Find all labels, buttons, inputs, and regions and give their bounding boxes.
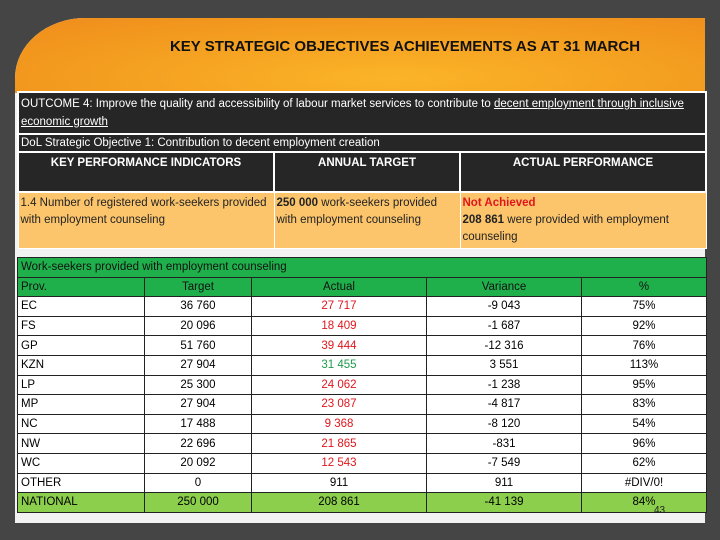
- cell-variance: -8 120: [427, 414, 582, 434]
- cell-prov: EC: [18, 297, 145, 317]
- cell-variance: -7 549: [427, 453, 582, 473]
- cell-target: 36 760: [145, 297, 252, 317]
- total-variance: -41 139: [427, 493, 582, 513]
- cell-prov: MP: [18, 395, 145, 415]
- cell-percent: 92%: [582, 316, 707, 336]
- kpi-table: [17, 91, 707, 249]
- province-table-title: Work-seekers provided with employment counseling: [18, 258, 707, 278]
- table-row: [18, 434, 707, 454]
- col-actual: Actual: [252, 277, 427, 297]
- col-percent: %: [582, 277, 707, 297]
- cell-actual: 24 062: [252, 375, 427, 395]
- kpi-target-text: work-seekers provided with employment counseling: [276, 197, 437, 226]
- cell-target: 20 092: [145, 453, 252, 473]
- header-actual-performance: ACTUAL PERFORMANCE: [460, 152, 706, 192]
- outcome-cell: [18, 92, 706, 134]
- cell-percent: 75%: [582, 297, 707, 317]
- kpi-status: Not Achieved: [462, 197, 536, 209]
- cell-variance: 911: [427, 473, 582, 493]
- kpi-indicator: 1.4 Number of registered work-seekers provided with employment counseling: [18, 192, 274, 249]
- cell-percent: 113%: [582, 355, 707, 375]
- total-label: NATIONAL: [18, 493, 145, 513]
- page-number: 43: [654, 505, 666, 516]
- cell-actual: 911: [252, 473, 427, 493]
- table-row: [18, 395, 707, 415]
- cell-prov: OTHER: [18, 473, 145, 493]
- outcome-underlined: decent employment through inclusive economic growth: [21, 98, 684, 128]
- kpi-actual: [460, 192, 706, 249]
- table-row: [18, 453, 707, 473]
- cell-prov: FS: [18, 316, 145, 336]
- total-percent: 84%: [582, 493, 707, 513]
- cell-percent: 54%: [582, 414, 707, 434]
- slide-title: KEY STRATEGIC OBJECTIVES ACHIEVEMENTS AS AT 31 MARCH: [169, 38, 641, 55]
- cell-target: 17 488: [145, 414, 252, 434]
- province-table: [17, 257, 707, 513]
- cell-variance: -4 817: [427, 395, 582, 415]
- cell-target: 0: [145, 473, 252, 493]
- title-banner: [15, 18, 705, 93]
- cell-percent: 95%: [582, 375, 707, 395]
- cell-variance: -9 043: [427, 297, 582, 317]
- cell-actual: 23 087: [252, 395, 427, 415]
- kpi-actual-value: 208 861: [462, 214, 505, 226]
- table-row: [18, 297, 707, 317]
- table-row: [18, 375, 707, 395]
- cell-variance: -12 316: [427, 336, 582, 356]
- cell-target: 22 696: [145, 434, 252, 454]
- cell-prov: KZN: [18, 355, 145, 375]
- cell-actual: 31 455: [252, 355, 427, 375]
- cell-actual: 21 865: [252, 434, 427, 454]
- cell-percent: #DIV/0!: [582, 473, 707, 493]
- cell-percent: 76%: [582, 336, 707, 356]
- cell-actual: 18 409: [252, 316, 427, 336]
- total-actual: 208 861: [252, 493, 427, 513]
- table-row: [18, 473, 707, 493]
- cell-target: 27 904: [145, 395, 252, 415]
- col-variance: Variance: [427, 277, 582, 297]
- cell-target: 51 760: [145, 336, 252, 356]
- header-kpi: KEY PERFORMANCE INDICATORS: [18, 152, 274, 192]
- cell-actual: 9 368: [252, 414, 427, 434]
- cell-target: 27 904: [145, 355, 252, 375]
- cell-percent: 83%: [582, 395, 707, 415]
- cell-variance: 3 551: [427, 355, 582, 375]
- col-target: Target: [145, 277, 252, 297]
- table-row: [18, 316, 707, 336]
- cell-actual: 27 717: [252, 297, 427, 317]
- kpi-target: [274, 192, 460, 249]
- cell-prov: NW: [18, 434, 145, 454]
- kpi-target-value: 250 000: [276, 197, 319, 209]
- cell-variance: -1 687: [427, 316, 582, 336]
- cell-prov: NC: [18, 414, 145, 434]
- cell-prov: GP: [18, 336, 145, 356]
- total-target: 250 000: [145, 493, 252, 513]
- table-row: [18, 336, 707, 356]
- cell-percent: 96%: [582, 434, 707, 454]
- table-row: [18, 355, 707, 375]
- cell-actual: 39 444: [252, 336, 427, 356]
- cell-actual: 12 543: [252, 453, 427, 473]
- cell-target: 20 096: [145, 316, 252, 336]
- objective-cell: DoL Strategic Objective 1: Contribution to decent employment creation: [18, 134, 706, 152]
- cell-variance: -831: [427, 434, 582, 454]
- header-annual-target: ANNUAL TARGET: [274, 152, 460, 192]
- cell-percent: 62%: [582, 453, 707, 473]
- cell-prov: WC: [18, 453, 145, 473]
- cell-variance: -1 238: [427, 375, 582, 395]
- kpi-actual-text: were provided with employment counseling: [462, 214, 669, 243]
- cell-target: 25 300: [145, 375, 252, 395]
- cell-prov: LP: [18, 375, 145, 395]
- table-row: [18, 414, 707, 434]
- col-prov: Prov.: [18, 277, 145, 297]
- outcome-text: OUTCOME 4: Improve the quality and accessibility of labour market services to contribute to: [21, 98, 494, 110]
